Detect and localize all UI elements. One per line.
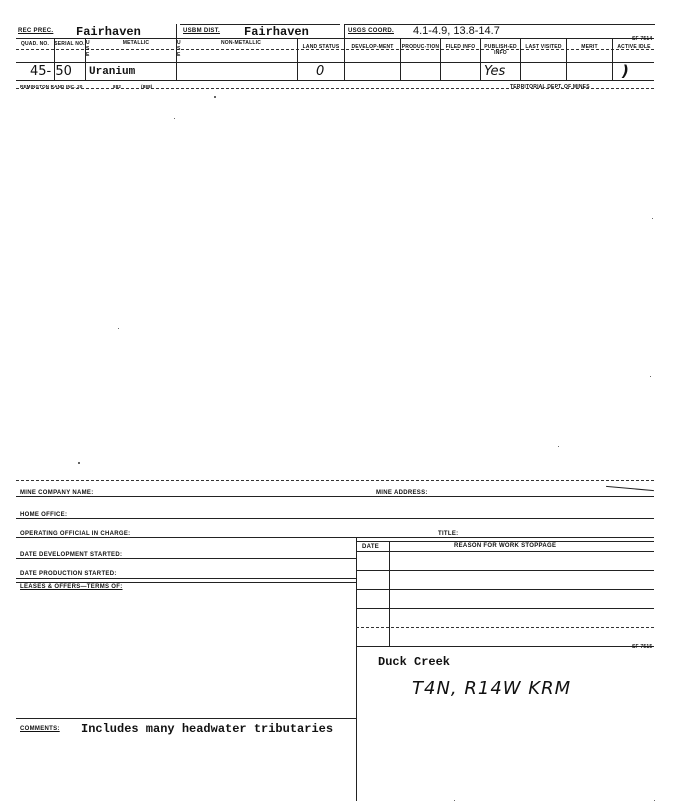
operating-official-label: OPERATING OFFICIAL IN CHARGE: [20, 531, 131, 537]
title-label: TITLE: [438, 531, 459, 537]
date-col-header: DATE [362, 544, 380, 550]
form-number-top: SF 7514 [632, 36, 653, 42]
col-active-idle: ACTIVE IDLE [617, 44, 651, 50]
date-development-started-label: DATE DEVELOPMENT STARTED: [20, 552, 123, 558]
col-production: PRODUC-TION [401, 44, 440, 50]
comments-label: COMMENTS: [20, 726, 60, 732]
published-info-value: Yes [484, 64, 506, 79]
col-last-visited: LAST VISITED [525, 44, 562, 50]
leases-offers-label: LEASES & OFFERS—TERMS OF: [20, 584, 123, 590]
location-handwritten: T4N, R14W KRM [412, 678, 572, 699]
printer-code-a: 882 [113, 84, 122, 89]
col-metallic: METALLIC [122, 40, 150, 46]
active-idle-mark: ) [622, 62, 629, 80]
date-production-started-label: DATE PRODUCTION STARTED: [20, 571, 117, 577]
department-name: TERRITORIAL DEPT. OF MINES [510, 84, 590, 90]
col-use-code-a: U S E [86, 40, 90, 58]
usgs-coord-label: USGS COORD. [348, 28, 394, 34]
home-office-label: HOME OFFICE: [20, 512, 68, 518]
quad-serial-value: 45- 50 [30, 64, 72, 79]
usbm-dist-value: Fairhaven [244, 25, 309, 39]
mine-company-name-label: MINE COMPANY NAME: [20, 490, 94, 496]
col-merit: MERIT [581, 44, 598, 50]
usgs-coord-value: 4.1-4.9, 13.8-14.7 [413, 25, 500, 37]
col-non-metallic: NON-METALLIC [220, 40, 262, 46]
comments-value: Includes many headwater tributaries [81, 722, 334, 736]
col-quad-no: QUAD. NO. [20, 41, 50, 47]
printer-credit: REMINGTON RAND INC. 20 [20, 84, 83, 89]
col-use-code-b: U S E [177, 40, 181, 58]
land-status-value: 0 [316, 64, 325, 79]
location-typed: Duck Creek [378, 655, 451, 669]
col-filed-info: FILED INFO [445, 44, 476, 50]
col-serial-no: SERIAL NO. [54, 41, 85, 47]
col-published-info: PUBLISH-ED INFO [484, 44, 517, 56]
usbm-dist-label: USBM DIST. [183, 28, 221, 34]
col-development: DEVELOP-MENT [351, 44, 394, 50]
metallic-value: Uranium [89, 66, 136, 78]
mine-address-label: MINE ADDRESS: [376, 490, 428, 496]
form-number-bottom: SF 7515 [632, 644, 653, 650]
rec-prec-value: Fairhaven [76, 25, 141, 39]
printer-code-b: (888) [141, 84, 153, 89]
reason-col-header: REASON FOR WORK STOPPAGE [454, 543, 557, 549]
col-land-status: LAND STATUS [302, 44, 340, 50]
rec-prec-label: REC PREC. [18, 28, 54, 34]
